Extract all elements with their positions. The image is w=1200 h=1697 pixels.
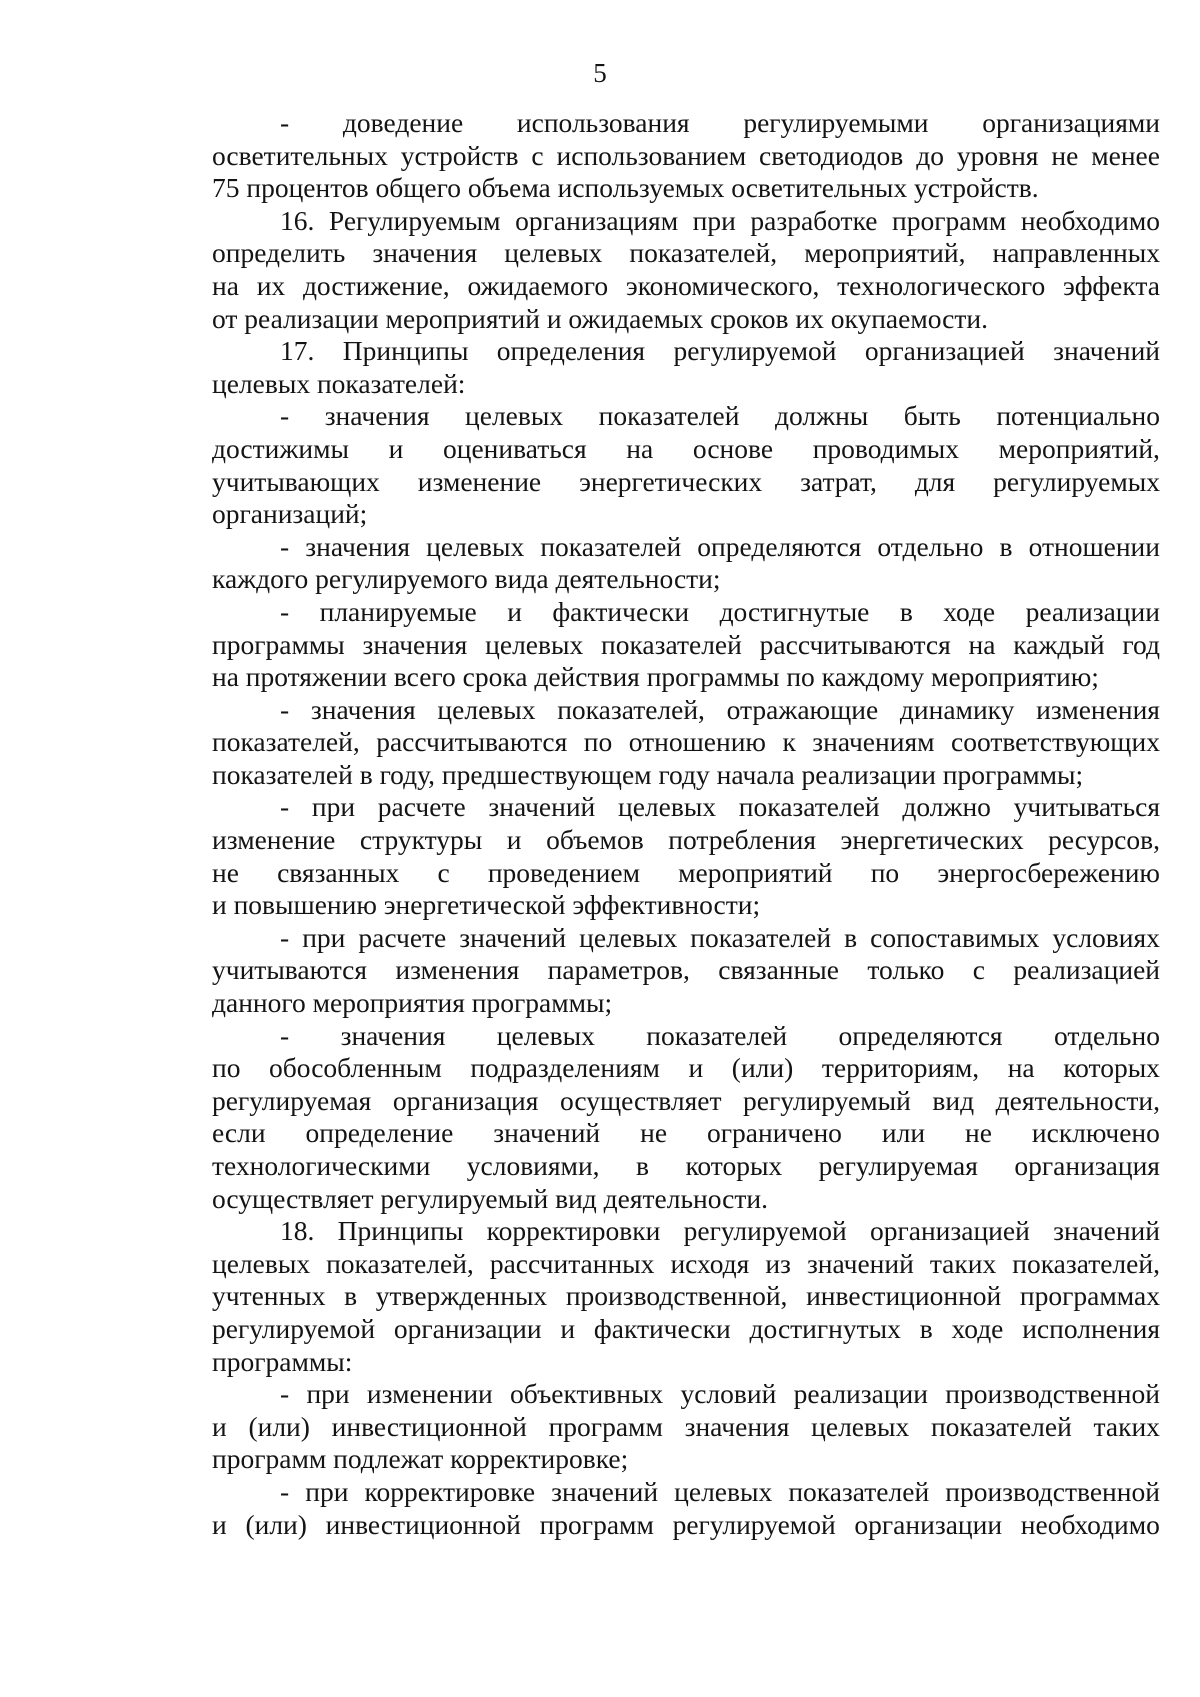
text-line	[212, 1411, 1160, 1444]
word: менее	[1091, 139, 1160, 171]
word: потребления	[668, 824, 816, 856]
word: целевых	[496, 1019, 595, 1051]
word: на	[1007, 1052, 1035, 1084]
word: значений	[493, 1117, 601, 1149]
word: значения	[310, 693, 416, 725]
word: показателей,	[212, 726, 360, 758]
word: значения	[324, 400, 430, 432]
word: изменение	[212, 824, 336, 856]
text-line: показателей в году, предшествующем году начала реализации программы;	[212, 758, 1084, 790]
word: инвестиционной	[331, 1410, 527, 1442]
word: производственной	[945, 1475, 1160, 1507]
text-line	[212, 1378, 1160, 1411]
word: должны	[774, 400, 869, 432]
word: регулируемой	[673, 335, 837, 367]
word: энергетических	[840, 824, 1024, 856]
word: расчете	[358, 921, 447, 953]
word: и	[388, 432, 404, 464]
word: проведением	[487, 856, 640, 888]
word: ходе	[943, 595, 996, 627]
word: уровня	[956, 139, 1039, 171]
text-line: от реализации мероприятий и ожидаемых сроков их окупаемости.	[212, 302, 988, 334]
word: разработке	[750, 204, 878, 236]
word: обособленным	[269, 1052, 442, 1084]
word: рассчитываются	[376, 726, 568, 758]
word: оцениваться	[443, 432, 587, 464]
text-line: на протяжении всего срока действия программы по каждому мероприятию;	[212, 661, 1099, 693]
text-line	[212, 205, 1160, 238]
word: организации	[854, 1508, 1003, 1540]
text-line: данного мероприятия программы;	[212, 987, 613, 1019]
word: таких	[929, 1247, 997, 1279]
word: технологического	[837, 269, 1046, 301]
word: мероприятий,	[804, 237, 966, 269]
word: определение	[305, 1117, 454, 1149]
text-line	[212, 1215, 1160, 1248]
word: реализации	[1025, 595, 1160, 627]
word: -	[280, 530, 290, 562]
word: инвестиционной	[325, 1508, 521, 1540]
word: показателей	[788, 1475, 930, 1507]
word: учитывающих	[212, 465, 380, 497]
text-line	[212, 824, 1160, 857]
word: показателей,	[629, 237, 778, 269]
word: -	[280, 1019, 290, 1051]
word: связанных	[277, 856, 400, 888]
word: учитываться	[1013, 791, 1160, 823]
word: реализацией	[1013, 954, 1160, 986]
text-line: 75 процентов общего объема используемых осветительных устройств.	[212, 172, 1039, 204]
word: исходя	[670, 1247, 750, 1279]
word: потенциально	[996, 400, 1160, 432]
word: по	[212, 1052, 241, 1084]
word: при	[692, 204, 736, 236]
word: изменения	[395, 954, 520, 986]
word: программ	[539, 1508, 654, 1540]
word: с	[972, 954, 985, 986]
word: на	[212, 269, 239, 301]
word: показателей,	[1012, 1247, 1160, 1279]
word: значений	[459, 921, 567, 953]
word: затрат,	[800, 465, 877, 497]
word: значения	[362, 628, 468, 660]
word: по	[583, 726, 613, 758]
text-line: каждого регулируемого вида деятельности;	[212, 563, 721, 595]
word: экономического,	[625, 269, 820, 301]
word: параметров,	[547, 954, 690, 986]
text-line: и повышению энергетической эффективности;	[212, 889, 761, 921]
word: -	[280, 693, 290, 725]
word: регулируемой	[672, 1508, 836, 1540]
word: (или)	[245, 1508, 307, 1540]
word: целевых	[579, 921, 678, 953]
word: показателей,	[326, 1247, 474, 1279]
word: достижимы	[212, 432, 349, 464]
word: динамику	[899, 693, 1015, 725]
text-line	[212, 954, 1160, 987]
word: основе	[692, 432, 774, 464]
word: необходимо	[1020, 204, 1160, 236]
word: организация	[1014, 1150, 1160, 1181]
word: к	[782, 726, 796, 758]
word: на	[968, 628, 996, 660]
word: отражающие	[726, 693, 879, 725]
word: целевых	[617, 791, 717, 823]
word: соответствующих	[951, 726, 1160, 758]
word: на	[626, 432, 654, 464]
word: объемов	[546, 824, 644, 856]
word: программ	[892, 204, 1007, 236]
word: ограничено	[707, 1117, 842, 1149]
word: в	[844, 921, 858, 953]
word: только	[867, 954, 945, 986]
word: достигнутых	[749, 1312, 901, 1344]
word: регулируемая	[818, 1150, 978, 1181]
word: таких	[1093, 1410, 1160, 1442]
word: не	[965, 1117, 992, 1149]
word: если	[212, 1117, 266, 1149]
page-number: 5	[593, 58, 607, 88]
word: исполнения	[1022, 1312, 1160, 1344]
word: инвестиционной	[806, 1280, 1002, 1312]
text-line: организаций;	[212, 498, 368, 530]
word: показателей	[930, 1410, 1072, 1442]
word: эффекта	[1063, 269, 1160, 301]
word: регулируемая	[212, 1084, 372, 1116]
word: регулируемой	[683, 1215, 847, 1247]
word: быть	[903, 400, 961, 432]
word: реализации	[793, 1378, 928, 1410]
word: -	[280, 791, 290, 823]
word: осветительных	[212, 139, 388, 171]
word: определяются	[697, 530, 862, 562]
word: и	[507, 595, 522, 627]
word: организациями	[982, 107, 1160, 138]
word: значения	[305, 530, 411, 562]
text-line	[212, 400, 1160, 433]
word: в	[919, 1312, 933, 1344]
word: 17.	[280, 335, 315, 367]
word: направленных	[992, 237, 1160, 269]
word: не	[1051, 139, 1079, 171]
word: производственной,	[565, 1280, 788, 1312]
text-line	[212, 433, 1160, 466]
text-line	[212, 629, 1160, 662]
text-line: программы:	[212, 1345, 353, 1377]
word: устройств	[400, 139, 519, 171]
word: исключено	[1031, 1117, 1160, 1149]
word: программах	[1019, 1280, 1160, 1312]
text-line	[212, 1117, 1160, 1150]
text-line	[212, 791, 1160, 824]
word: значений	[1053, 1215, 1160, 1247]
word: Принципы	[342, 335, 469, 367]
word: энергетических	[579, 465, 763, 497]
text-line	[212, 1280, 1160, 1313]
text-line	[212, 694, 1160, 727]
word: при	[305, 1475, 349, 1507]
word: каждый	[1013, 628, 1105, 660]
word: год	[1122, 628, 1160, 660]
text-line	[212, 1020, 1160, 1053]
word: отдельно	[877, 530, 984, 562]
word: мероприятий,	[998, 432, 1160, 464]
word: организацией	[864, 335, 1025, 367]
text-line	[212, 335, 1160, 368]
word: показателей	[601, 628, 742, 660]
word: с	[531, 139, 544, 171]
word: фактически	[552, 595, 690, 627]
word: -	[280, 400, 290, 432]
word: изменении	[366, 1378, 493, 1410]
word: планируемые	[319, 595, 477, 627]
word: изменение	[417, 465, 542, 497]
word: фактически	[593, 1312, 731, 1344]
word: условий	[680, 1378, 777, 1410]
word: использования	[516, 107, 690, 138]
text-line	[212, 1248, 1160, 1281]
word: территориям,	[821, 1052, 980, 1084]
text-line	[212, 596, 1160, 629]
word: организацией	[869, 1215, 1030, 1247]
word: регулируемый	[743, 1084, 911, 1116]
word: технологическими	[212, 1150, 431, 1181]
word: или	[881, 1117, 926, 1149]
word: при	[311, 791, 356, 823]
word: и	[212, 1410, 227, 1442]
word: подразделениям	[470, 1052, 660, 1084]
word: расчете	[377, 791, 466, 823]
document-body	[212, 107, 1160, 1541]
word: использованием	[556, 139, 747, 171]
word: отношению	[628, 726, 766, 758]
text-line	[212, 531, 1160, 564]
word: (или)	[248, 1410, 310, 1442]
word: рассчитанных	[489, 1247, 655, 1279]
word: целевых	[674, 1475, 773, 1507]
text-line	[212, 1313, 1160, 1346]
word: структуры	[359, 824, 483, 856]
word: не	[640, 1117, 668, 1149]
word: которых	[685, 1150, 783, 1181]
word: регулируемой	[212, 1312, 376, 1344]
word: организации	[393, 1312, 542, 1344]
word: отношении	[1028, 530, 1160, 562]
text-line: программ подлежат корректировке;	[212, 1443, 629, 1475]
word: и	[688, 1052, 704, 1084]
word: организация	[392, 1084, 539, 1116]
word: корректировке	[364, 1475, 536, 1507]
word: -	[280, 1378, 290, 1410]
word: в	[899, 595, 913, 627]
word: условиями,	[466, 1150, 600, 1181]
text-line	[212, 1085, 1160, 1118]
word: показателей	[738, 791, 880, 823]
word: осуществляет	[559, 1084, 722, 1116]
word: показателей	[646, 1019, 788, 1051]
word: -	[280, 921, 290, 953]
text-line	[212, 922, 1160, 955]
word: доведение	[342, 107, 464, 138]
text-line	[212, 270, 1160, 303]
word: значения	[340, 1019, 446, 1051]
word: показателей,	[557, 693, 705, 725]
word: и	[212, 1508, 227, 1540]
word: (или)	[731, 1052, 794, 1084]
word: в	[636, 1150, 649, 1181]
word: изменения	[1036, 693, 1160, 725]
word: определяются	[838, 1019, 1003, 1051]
word: рассчитываются	[759, 628, 951, 660]
word: целевых	[212, 1247, 311, 1279]
word: до	[916, 139, 944, 171]
text-line: целевых показателей:	[212, 367, 466, 399]
word: -	[280, 595, 290, 627]
word: вид	[932, 1084, 975, 1116]
word: при	[306, 1378, 350, 1410]
word: ожидаемого	[467, 269, 609, 301]
word: значений	[551, 1475, 659, 1507]
text-line	[212, 237, 1160, 270]
word: значений	[806, 1247, 914, 1279]
word: значения	[372, 237, 478, 269]
word: целевых	[504, 237, 603, 269]
word: показателей	[598, 400, 740, 432]
word: целевых	[465, 400, 564, 432]
word: целевых	[437, 693, 536, 725]
word: программ	[548, 1410, 663, 1442]
word: значениям	[812, 726, 935, 758]
word: деятельности,	[995, 1084, 1160, 1116]
word: связанные	[718, 954, 839, 986]
word: по	[870, 856, 900, 888]
word: определения	[496, 335, 646, 367]
word: достигнутые	[719, 595, 870, 627]
word: ресурсов,	[1048, 824, 1160, 856]
word: не	[212, 856, 239, 888]
word: учтенных	[212, 1280, 326, 1312]
word: для	[914, 465, 956, 497]
word: 16.	[280, 204, 315, 236]
word: мероприятий	[678, 856, 833, 888]
word: корректировки	[486, 1215, 661, 1247]
word: должно	[902, 791, 991, 823]
text-line	[212, 140, 1160, 173]
word: отдельно	[1053, 1019, 1160, 1051]
word: организациям	[515, 204, 679, 236]
word: целевых	[811, 1410, 910, 1442]
word: светодиодов	[759, 139, 904, 171]
word: программы	[212, 628, 345, 660]
word: 18.	[280, 1215, 315, 1247]
word: значения	[684, 1410, 790, 1442]
word: их	[256, 269, 286, 301]
word: показателей	[690, 921, 832, 953]
word: Регулируемым	[328, 204, 501, 236]
word: Принципы	[337, 1215, 464, 1247]
word: в	[344, 1280, 358, 1312]
word: и	[506, 824, 522, 856]
word: объективных	[510, 1378, 664, 1410]
word: которых	[1063, 1052, 1160, 1084]
word: ходе	[951, 1312, 1004, 1344]
word: учитываются	[212, 954, 368, 986]
text-line: осуществляет регулируемый вид деятельности.	[212, 1182, 768, 1214]
word: из	[765, 1247, 791, 1279]
word: регулируемыми	[743, 107, 929, 138]
word: утвержденных	[375, 1280, 548, 1312]
word: при	[302, 921, 346, 953]
word: с	[437, 856, 450, 888]
word: сопоставимых	[870, 921, 1040, 953]
text-line	[212, 466, 1160, 499]
word: определить	[212, 237, 346, 269]
word: -	[280, 107, 290, 138]
word: условиях	[1052, 921, 1160, 953]
text-line	[212, 726, 1160, 759]
word: необходимо	[1020, 1508, 1160, 1540]
word: показателей	[540, 530, 682, 562]
text-line	[212, 107, 1160, 140]
word: и	[560, 1312, 576, 1344]
word: -	[280, 1475, 290, 1507]
word: целевых	[426, 530, 525, 562]
text-line	[212, 857, 1160, 890]
word: регулируемых	[993, 465, 1160, 497]
word: достижение,	[302, 269, 450, 301]
text-line	[212, 1052, 1160, 1085]
text-line	[212, 1476, 1160, 1509]
word: целевых	[485, 628, 584, 660]
word: в	[999, 530, 1013, 562]
word: значений	[1053, 335, 1160, 367]
word: производственной	[945, 1378, 1160, 1410]
word: энергосбережению	[937, 856, 1160, 888]
text-line	[212, 1150, 1160, 1183]
word: значений	[488, 791, 596, 823]
word: проводимых	[812, 432, 959, 464]
text-line	[212, 1509, 1160, 1542]
